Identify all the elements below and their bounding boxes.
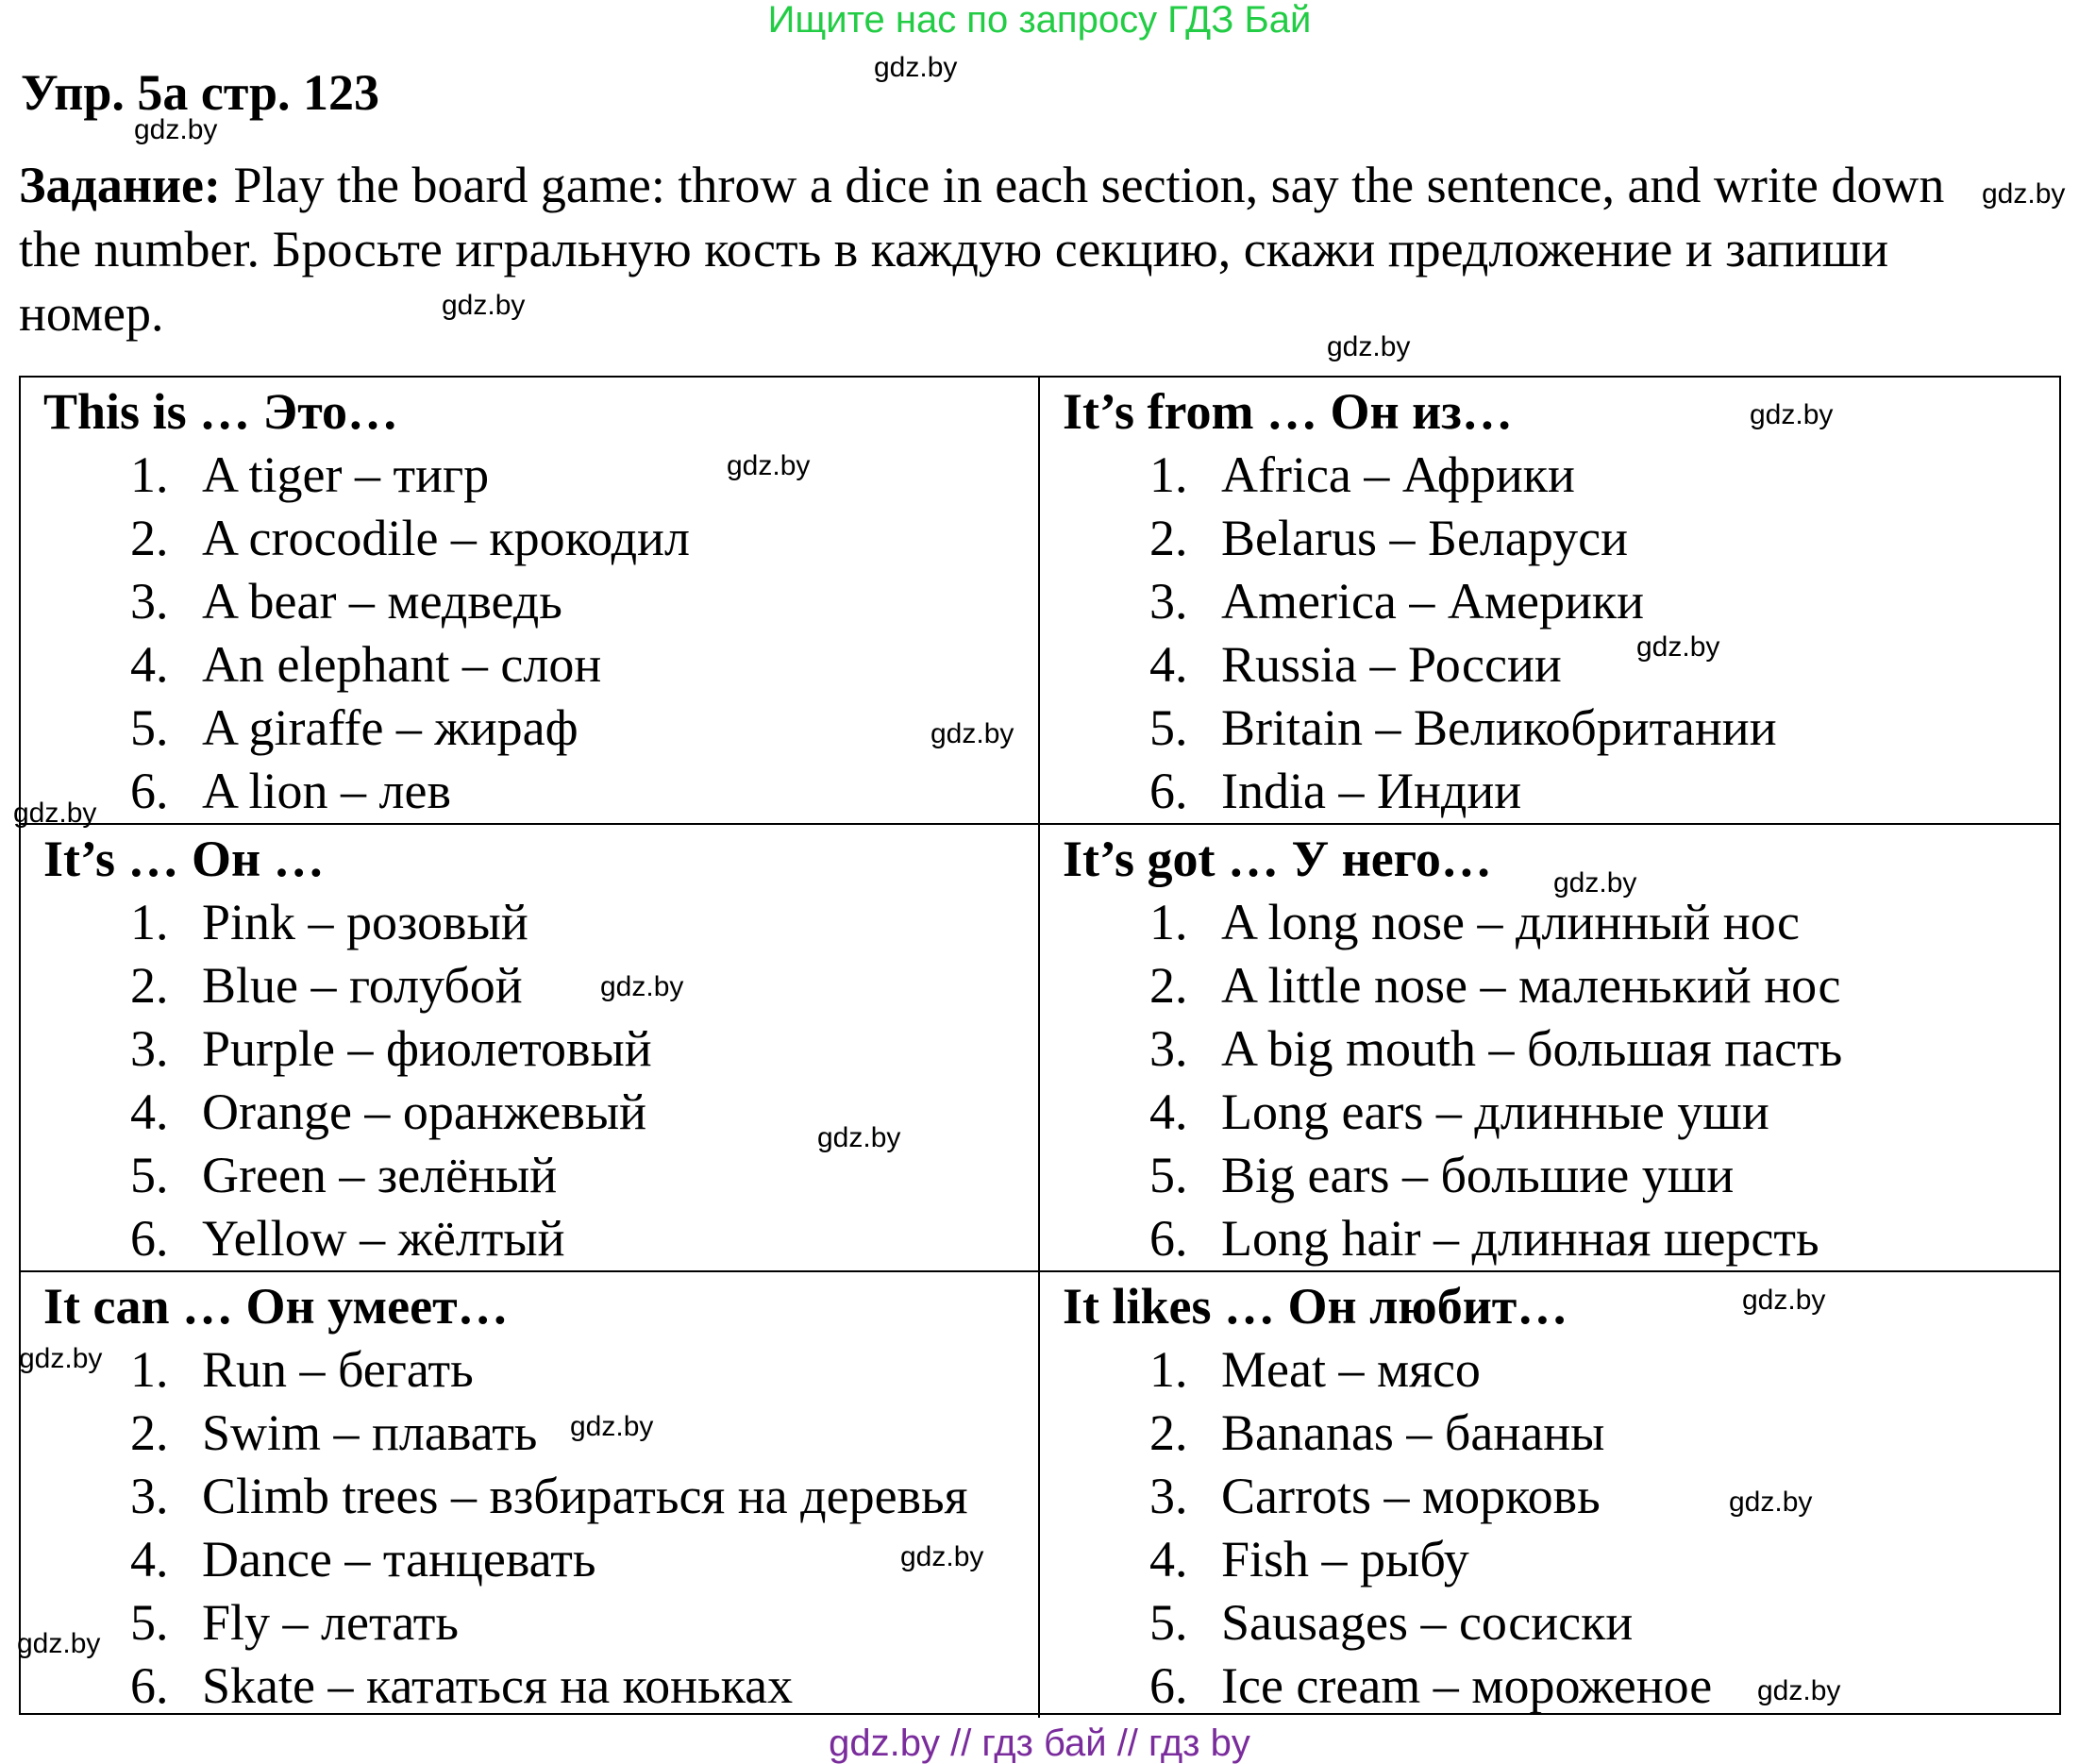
list-item (1063, 633, 2059, 697)
list-item (1063, 1081, 2059, 1144)
list-item (43, 507, 1038, 570)
item-number: 6. (130, 763, 169, 819)
item-number: 3. (130, 573, 169, 630)
item-number: 2. (130, 510, 169, 566)
watermark: gdz.by (1327, 331, 1411, 362)
item-number: 1. (1149, 446, 1188, 503)
item-number: 5. (130, 699, 169, 756)
item-text: Meat – мясо (1221, 1341, 1481, 1398)
watermark: gdz.by (1757, 1675, 1841, 1706)
list-item (43, 1207, 1038, 1270)
list-item (43, 570, 1038, 633)
list-item (43, 760, 1038, 823)
item-number: 3. (1149, 1468, 1188, 1524)
item-text: Bananas – бананы (1221, 1404, 1605, 1461)
item-text: A long nose – длинный нос (1221, 894, 1801, 950)
watermark: gdz.by (134, 114, 218, 145)
item-text: Ice cream – мороженое (1221, 1657, 1713, 1714)
section-list (43, 891, 1038, 1270)
item-text: Blue – голубой (202, 957, 523, 1014)
task-label: Задание: (19, 157, 221, 213)
section-its (21, 825, 1040, 1272)
item-text: Carrots – морковь (1221, 1468, 1601, 1524)
watermark: gdz.by (1750, 399, 1834, 430)
list-item (43, 633, 1038, 697)
section-it-can (21, 1272, 1040, 1718)
section-its-from (1040, 378, 2059, 825)
watermark: gdz.by (1729, 1487, 1813, 1518)
section-list (1063, 1338, 2059, 1718)
item-text: A giraffe – жираф (202, 699, 578, 756)
section-this-is (21, 378, 1040, 825)
list-item (43, 1144, 1038, 1207)
item-number: 5. (130, 1147, 169, 1203)
task-description (19, 153, 1991, 345)
item-text: An elephant – слон (202, 636, 602, 693)
watermark: gdz.by (1636, 631, 1720, 663)
list-item (43, 1465, 1038, 1528)
watermark: gdz.by (19, 1343, 103, 1374)
item-number: 1. (1149, 1341, 1188, 1398)
section-heading: It’s … Он … (43, 831, 325, 887)
item-number: 5. (130, 1594, 169, 1651)
item-number: 2. (1149, 510, 1188, 566)
site-banner[interactable]: Ищите нас по запросу ГДЗ Бай (767, 0, 1312, 41)
exercise-title: Упр. 5а стр. 123 (21, 64, 380, 121)
item-text: Sausages – сосиски (1221, 1594, 1634, 1651)
item-text: Africa – Африки (1221, 446, 1575, 503)
item-number: 6. (1149, 1210, 1188, 1267)
item-number: 2. (130, 1404, 169, 1461)
watermark: gdz.by (442, 290, 526, 321)
list-item (43, 1402, 1038, 1465)
item-number: 5. (1149, 1147, 1188, 1203)
item-text: Britain – Великобритании (1221, 699, 1777, 756)
list-item (1063, 954, 2059, 1017)
list-item (1063, 891, 2059, 954)
item-text: A big mouth – большая пасть (1221, 1020, 1843, 1077)
item-number: 2. (130, 957, 169, 1014)
item-number: 6. (1149, 1657, 1188, 1714)
item-text: A little nose – маленький нос (1221, 957, 1841, 1014)
item-text: A lion – лев (202, 763, 451, 819)
list-item (1063, 444, 2059, 507)
watermark: gdz.by (900, 1541, 984, 1572)
watermark: gdz.by (600, 971, 684, 1002)
watermark: gdz.by (931, 718, 1014, 749)
item-number: 1. (130, 1341, 169, 1398)
item-text: Big ears – большие уши (1221, 1147, 1735, 1203)
section-list (43, 1338, 1038, 1718)
item-number: 1. (130, 446, 169, 503)
item-text: Russia – России (1221, 636, 1562, 693)
item-text: A tiger – тигр (202, 446, 490, 503)
item-number: 6. (130, 1657, 169, 1714)
list-item (1063, 760, 2059, 823)
item-text: Fly – летать (202, 1594, 460, 1651)
list-item (43, 1017, 1038, 1081)
item-number: 2. (1149, 957, 1188, 1014)
watermark: gdz.by (1553, 867, 1637, 899)
section-heading: It’s got … У него… (1063, 831, 1492, 887)
list-item (43, 954, 1038, 1017)
item-number: 4. (1149, 636, 1188, 693)
item-number: 1. (130, 894, 169, 950)
item-number: 3. (130, 1468, 169, 1524)
list-item (43, 444, 1038, 507)
item-number: 4. (1149, 1531, 1188, 1588)
section-list (1063, 444, 2059, 823)
list-item (1063, 1207, 2059, 1270)
item-number: 1. (1149, 894, 1188, 950)
item-text: Climb trees – взбираться на деревья (202, 1468, 968, 1524)
item-number: 5. (1149, 1594, 1188, 1651)
list-item (1063, 1017, 2059, 1081)
item-text: India – Индии (1221, 763, 1522, 819)
list-item (1063, 1528, 2059, 1591)
list-item (43, 1655, 1038, 1718)
item-text: Green – зелёный (202, 1147, 558, 1203)
item-number: 4. (130, 1531, 169, 1588)
watermark: gdz.by (17, 1628, 101, 1659)
site-footer[interactable]: gdz.by // гдз бай // гдз by (829, 1722, 1250, 1764)
list-item (1063, 1338, 2059, 1402)
item-text: A crocodile – крокодил (202, 510, 690, 566)
item-text: Pink – розовый (202, 894, 528, 950)
list-item (43, 1338, 1038, 1402)
item-number: 4. (130, 1084, 169, 1140)
item-text: Yellow – жёлтый (202, 1210, 565, 1267)
section-heading: It likes … Он любит… (1063, 1278, 1568, 1335)
watermark: gdz.by (874, 52, 958, 83)
list-item (43, 1528, 1038, 1591)
item-number: 3. (130, 1020, 169, 1077)
watermark: gdz.by (817, 1122, 901, 1153)
item-text: Belarus – Беларуси (1221, 510, 1628, 566)
item-text: Fish – рыбу (1221, 1531, 1469, 1588)
list-item (1063, 1402, 2059, 1465)
watermark: gdz.by (13, 798, 97, 829)
item-text: Orange – оранжевый (202, 1084, 647, 1140)
section-list (43, 444, 1038, 823)
section-it-likes (1040, 1272, 2059, 1718)
list-item (1063, 570, 2059, 633)
item-text: America – Америки (1221, 573, 1645, 630)
list-item (43, 697, 1038, 760)
section-heading: It can … Он умеет… (43, 1278, 509, 1335)
watermark: gdz.by (1982, 178, 2066, 210)
list-item (1063, 697, 2059, 760)
watermark: gdz.by (570, 1411, 654, 1442)
list-item (1063, 1144, 2059, 1207)
item-text: Swim – плавать (202, 1404, 538, 1461)
item-text: Skate – кататься на коньках (202, 1657, 794, 1714)
task-text: Play the board game: throw a dice in each section, say the sentence, and write down the number. Бросьте игральную кость в каждую секцию, скажи предложение и запиши номер. (19, 157, 1945, 342)
watermark: gdz.by (1742, 1285, 1826, 1316)
item-number: 2. (1149, 1404, 1188, 1461)
item-number: 6. (1149, 763, 1188, 819)
watermark: gdz.by (727, 450, 811, 481)
item-text: Dance – танцевать (202, 1531, 596, 1588)
item-text: Run – бегать (202, 1341, 474, 1398)
item-number: 4. (1149, 1084, 1188, 1140)
item-number: 3. (1149, 1020, 1188, 1077)
list-item (1063, 1465, 2059, 1528)
list-item (43, 1591, 1038, 1655)
item-text: Long hair – длинная шерсть (1221, 1210, 1819, 1267)
list-item (1063, 1591, 2059, 1655)
section-heading: It’s from … Он из… (1063, 383, 1513, 440)
section-heading: This is … Это… (43, 383, 399, 440)
list-item (1063, 1655, 2059, 1718)
item-text: A bear – медведь (202, 573, 562, 630)
item-text: Purple – фиолетовый (202, 1020, 652, 1077)
item-number: 6. (130, 1210, 169, 1267)
item-number: 4. (130, 636, 169, 693)
section-its-got (1040, 825, 2059, 1272)
section-list (1063, 891, 2059, 1270)
item-text: Long ears – длинные уши (1221, 1084, 1769, 1140)
list-item (1063, 507, 2059, 570)
item-number: 5. (1149, 699, 1188, 756)
item-number: 3. (1149, 573, 1188, 630)
list-item (43, 891, 1038, 954)
